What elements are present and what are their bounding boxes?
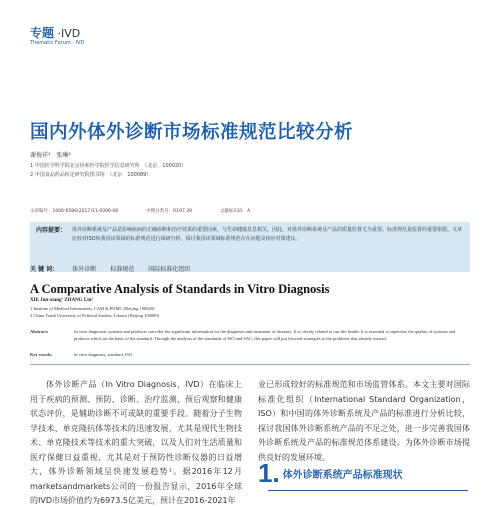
topic-header-en: Thematic Forum · IVD [30,40,85,46]
keywords-en [30,352,132,357]
keyword-cn: 国际标准化组织 [148,266,191,273]
section-heading [258,460,403,486]
topic-ivd: ·IVD [57,27,81,40]
abstract-en-text: In vitro diagnostic systems and products can offer the significant information for the diagnoses and treatment of diseases. It is closely related to our life health. It is essential to supervise the quality of systems and products which on the basis of the standard. Through the analysis of the standards of ISO and SAC, this paper will put forward strategies to the problems that already existed. [74,329,456,341]
class-number: 中图分类号：R197.39 [146,209,193,214]
affiliation-en-2: 2 China Youth University of Political Studies, Library (Beijing 100089) [30,313,160,318]
affiliation-cn-2: 2 中国食品药品检定研究院图书馆 （北京 100089） [30,172,152,178]
body-column-right: 业已形成较好的标准规范和市场监管体系。本文主要对国际标准化组织（International Standard Organization，ISO）和中国的体外诊断系统及产品的标准进行分析比较，探讨我国体外诊断系统产品的不足之处，进一步完善我国体外诊断系统及产品的标准规范体系建设，为体外诊断市场提供良好的发展环境。 [258,380,470,462]
body-column-left: 体外诊断产品（In Vitro Diagnosis，IVD）在临床上用于疾病的预测、预防、诊断、治疗监测、预后观察和健康状态评价，是辅助诊断不可或缺的重要手段。随着分子生物学技术、单克隆抗体等技术的迅速发展，尤其是现代生物技术、单克隆技术等技术的重大突破，以及人们对生活质量和医疗保健日益重视，尤其是对于预防性诊断仪器的日益增大，体外诊断领域呈快速发展趋势¹。据2016年12月marketsandmarkets公司的一份报告显示，2016年全球的IVD市场价值约为6973.5亿美元，预计在2016-2021年 [30,380,242,505]
section-rule [268,490,468,491]
doc-number: 文章编号：1006-6586(2017)11-0006-08 [30,209,119,214]
abstract-cn-label: 内容提要： [36,227,67,234]
doc-code: 文献标识码：A [220,209,251,214]
authors-cn: 谢俊祥¹ 张琳² [30,152,71,159]
section-title: 体外诊断系统产品标准现状 [282,470,403,481]
affiliation-en-1: 1 Institute of Medical Information, CAM & PUMC (Beijing 100020) [30,306,155,311]
abstract-cn-text: 体外诊断系统及产品是影响疾病的正确诊断和治疗效果的重要因素，与生命健康息息相关。因此，对体外诊断系统及产品的质量监督尤为重要。标准规范是监督的重要依据。文章比较对ISO和我国该领域的标准规范进行调研分析，探讨我国该领域标准规范存在问题及相应对策建议。 [72,227,463,242]
article-meta [30,208,470,214]
article-title-en: A Comparative Analysis of Standards in Vitro Diagnosis [30,282,330,296]
abstract-en [30,328,470,342]
topic-header [30,24,80,41]
affiliation-cn-1: 1 中国医学科学院北京协和医学院医学信息研究所 （北京 100020） [30,163,187,169]
abstract-en-label: Abstract: [30,329,49,334]
authors-en: XIE Jun-xiang¹ ZHANG Lin² [30,298,93,303]
topic-label: 专题 [30,26,55,40]
keyword-cn: 体外诊断 [72,266,97,273]
keywords-cn [30,264,190,273]
keywords-cn-label: 关 键 词： [30,266,59,273]
section-divider [30,364,470,365]
section-number: 1. [258,458,280,488]
keyword-cn: 标准规范 [110,266,135,273]
keywords-en-label: Key words: [30,352,53,357]
keywords-en-text: in vitro diagnosis, standard, ISO [74,352,133,357]
article-title-cn: 国内外体外诊断市场标准规范比较分析 [30,122,354,143]
